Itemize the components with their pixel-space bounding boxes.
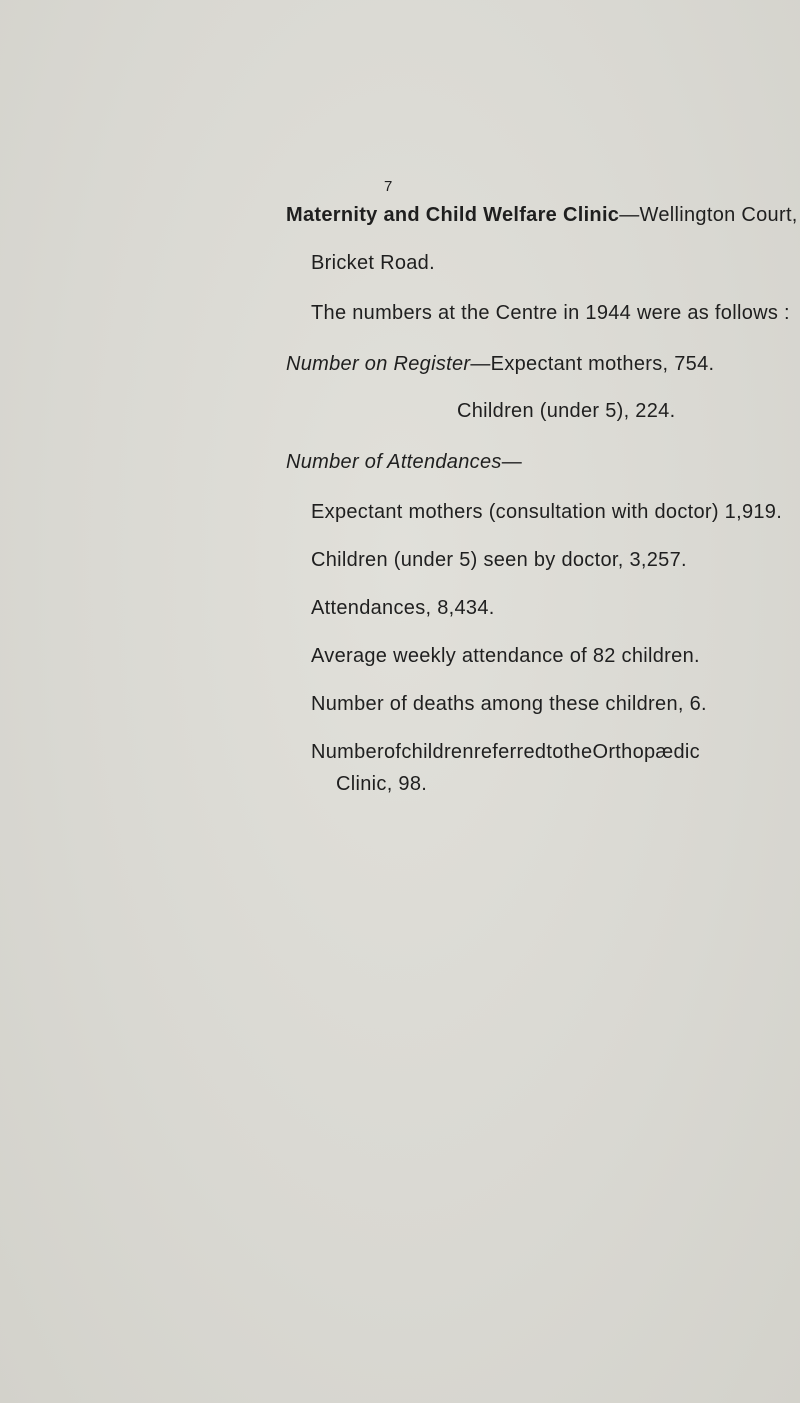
attendance-item-children: Children (under 5) seen by doctor, 3,257. bbox=[311, 549, 687, 571]
register-expectant: —Expectant mothers, 754. bbox=[470, 353, 715, 375]
attendance-item-deaths: Number of deaths among these children, 6. bbox=[311, 693, 707, 715]
referred-word: referred bbox=[473, 741, 547, 763]
heading-location: —Wellington Court, bbox=[619, 204, 798, 226]
register-line-1 bbox=[286, 352, 714, 376]
attendances-heading bbox=[286, 450, 522, 474]
register-children: Children (under 5), 224. bbox=[457, 400, 676, 422]
page-number: 7 bbox=[384, 178, 393, 195]
attendance-item-referred bbox=[311, 740, 700, 764]
attendance-item-expectant: Expectant mothers (consultation with doctor) 1,919. bbox=[311, 501, 783, 523]
referred-word: children bbox=[401, 741, 474, 763]
heading-line-2: Bricket Road. bbox=[311, 252, 435, 274]
intro-text: The numbers at the Centre in 1944 were as follows : bbox=[311, 302, 790, 324]
referred-word: Number bbox=[311, 741, 384, 763]
referred-word: Orthopædic bbox=[592, 741, 700, 763]
attendance-item-weekly: Average weekly attendance of 82 children. bbox=[311, 645, 700, 667]
register-label: Number on Register bbox=[286, 353, 471, 375]
referred-word: to bbox=[546, 741, 564, 763]
referred-line-2: Clinic, 98. bbox=[336, 773, 428, 795]
attendances-label: Number of Attendances bbox=[286, 451, 502, 473]
referred-word: of bbox=[384, 741, 402, 763]
heading-line-1 bbox=[286, 203, 798, 227]
referred-word: the bbox=[563, 741, 593, 763]
attendances-dash: — bbox=[501, 451, 522, 473]
heading-title: Maternity and Child Welfare Clinic bbox=[286, 204, 620, 226]
attendance-item-total: Attendances, 8,434. bbox=[311, 597, 495, 619]
